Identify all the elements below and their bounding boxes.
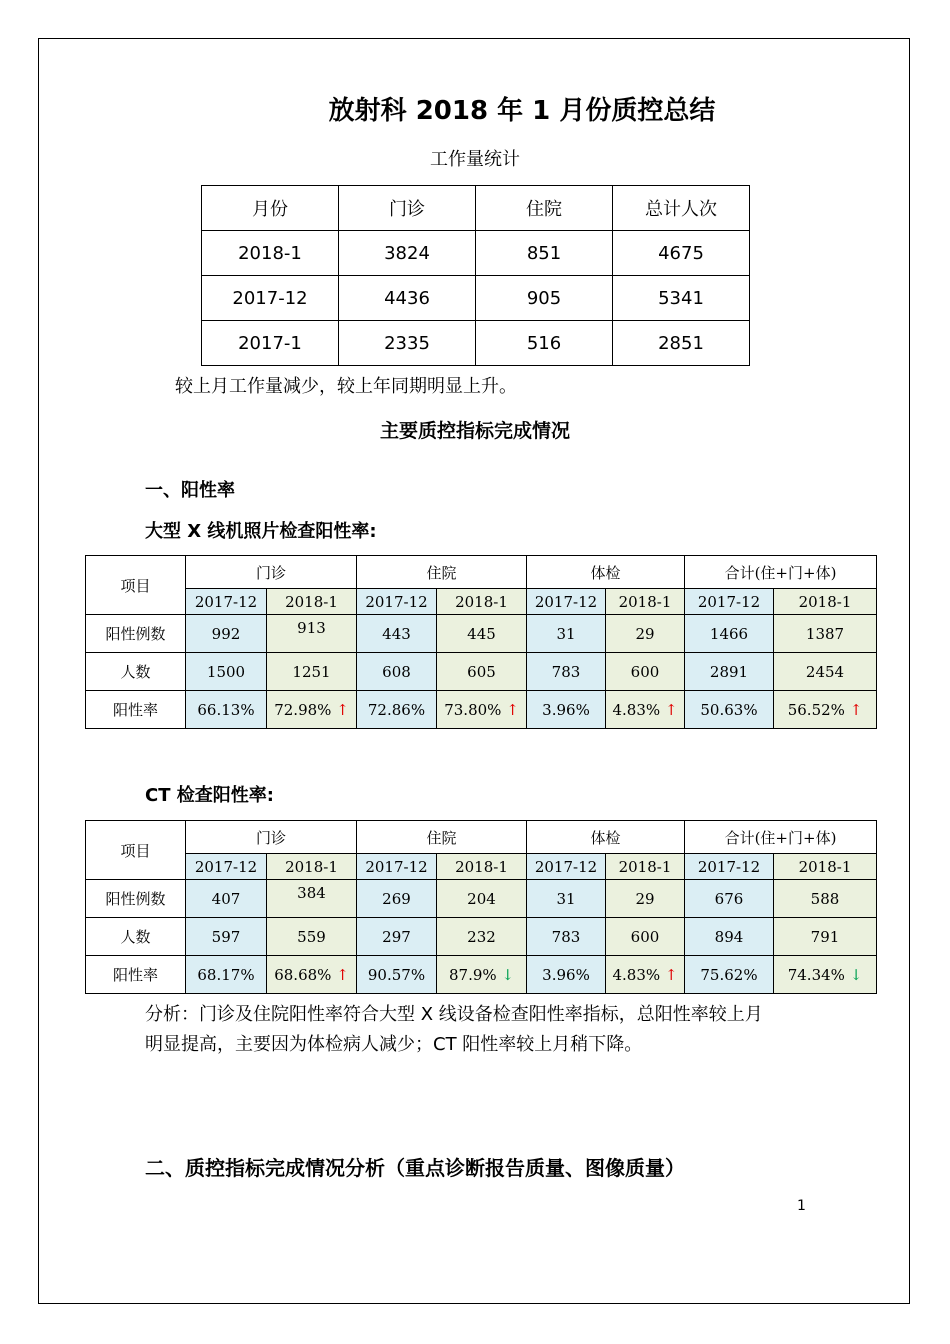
table-cell [437,956,527,994]
item-header: 项目 [86,556,186,615]
group-header: 住院 [357,556,527,589]
table-cell: 2335 [339,321,476,366]
row-label: 人数 [86,653,186,691]
header-cell: 总计人次 [613,186,750,231]
table-cell: 3.96% [527,956,606,994]
table-row [86,956,877,994]
table-cell [267,615,357,653]
year-header: 2018-1 [774,589,877,615]
table-cell: 443 [357,615,437,653]
table-cell: 2017-12 [202,276,339,321]
year-header: 2018-1 [606,589,685,615]
table-cell: 516 [476,321,613,366]
table-cell: 597 [186,918,267,956]
table-cell: 600 [606,653,685,691]
document-title: 放射科 2018 年 1 月份质控总结 [328,96,716,126]
table-cell: 90.57% [357,956,437,994]
table-cell: 29 [606,880,685,918]
arrow-up-icon: ↑ [506,700,519,719]
section-heading-quality-analysis: 二、质控指标完成情况分析（重点诊断报告质量、图像质量） [145,1156,685,1180]
header-cell: 住院 [476,186,613,231]
row-label: 阳性例数 [86,615,186,653]
table-header-row [202,186,750,231]
arrow-up-icon: ↑ [336,965,349,984]
year-header: 2017-12 [186,589,267,615]
table-row [202,231,750,276]
year-header: 2017-12 [685,854,774,880]
table-cell [774,956,877,994]
main-heading: 主要质控指标完成情况 [379,420,570,442]
table-cell: 2891 [685,653,774,691]
analysis-line: 分析：门诊及住院阳性率符合大型 X 线设备检查阳性率指标，总阳性率较上月 [145,1004,763,1025]
workload-note: 较上月工作量减少，较上年同期明显上升。 [175,376,517,397]
cell-value: 73.80% [444,700,502,719]
year-header-row [86,854,877,880]
table-row [86,691,877,729]
xray-caption: 大型 X 线机照片检查阳性率: [145,521,377,542]
year-header: 2018-1 [606,854,685,880]
table-cell: 50.63% [685,691,774,729]
table-cell: 269 [357,880,437,918]
table-cell: 29 [606,615,685,653]
table-cell: 72.86% [357,691,437,729]
table-cell: 2454 [774,653,877,691]
table-cell: 31 [527,615,606,653]
arrow-down-icon: ↓ [849,965,863,984]
table-cell: 232 [437,918,527,956]
table-cell: 2018-1 [202,231,339,276]
group-header: 门诊 [186,556,357,589]
table-cell [606,691,685,729]
cell-value: 72.98% [274,700,332,719]
table-cell [606,956,685,994]
table-cell [267,691,357,729]
year-header: 2017-12 [357,854,437,880]
row-label: 阳性率 [86,691,186,729]
cell-value: 68.68% [274,965,332,984]
group-header-row [86,556,877,589]
table-cell: 894 [685,918,774,956]
table-cell: 676 [685,880,774,918]
table-cell: 68.17% [186,956,267,994]
cell-value: 913 [297,618,326,637]
arrow-up-icon: ↑ [664,965,678,984]
group-header: 合计(住+门+体) [685,556,877,589]
table-row [202,321,750,366]
table-cell: 4675 [613,231,750,276]
table-cell: 204 [437,880,527,918]
header-cell: 门诊 [339,186,476,231]
table-cell: 992 [186,615,267,653]
row-label: 阳性率 [86,956,186,994]
table-cell: 791 [774,918,877,956]
year-header: 2018-1 [267,854,357,880]
table-cell: 851 [476,231,613,276]
xray-positive-rate-table [85,555,877,729]
year-header: 2018-1 [774,854,877,880]
group-header: 体检 [527,556,685,589]
table-cell: 1387 [774,615,877,653]
arrow-up-icon: ↑ [336,700,349,719]
table-cell: 1466 [685,615,774,653]
table-cell: 31 [527,880,606,918]
table-row [202,276,750,321]
table-cell: 3.96% [527,691,606,729]
table-cell: 905 [476,276,613,321]
workload-caption: 工作量统计 [430,149,520,170]
table-cell: 5341 [613,276,750,321]
cell-value: 4.83% [612,700,661,719]
arrow-up-icon: ↑ [849,700,863,719]
cell-value: 87.9% [448,965,497,984]
table-row [86,653,877,691]
analysis-line: 明显提高，主要因为体检病人减少；CT 阳性率较上月稍下降。 [145,1034,643,1055]
table-cell: 1251 [267,653,357,691]
header-cell: 月份 [202,186,339,231]
group-header-row [86,821,877,854]
table-cell: 4436 [339,276,476,321]
year-header: 2017-12 [685,589,774,615]
cell-value: 74.34% [787,965,845,984]
cell-value: 384 [297,883,326,902]
table-cell: 1500 [186,653,267,691]
year-header: 2018-1 [437,854,527,880]
table-row [86,918,877,956]
row-label: 人数 [86,918,186,956]
year-header: 2018-1 [267,589,357,615]
analysis-paragraph [145,1000,825,1060]
table-cell [267,956,357,994]
year-header-row [86,589,877,615]
table-cell: 783 [527,653,606,691]
table-row [86,880,877,918]
section-heading-positive-rate: 一、阳性率 [145,480,235,501]
cell-value: 4.83% [612,965,661,984]
year-header: 2017-12 [357,589,437,615]
group-header: 门诊 [186,821,357,854]
table-cell: 608 [357,653,437,691]
table-cell: 2851 [613,321,750,366]
group-header: 住院 [357,821,527,854]
year-header: 2017-12 [527,589,606,615]
item-header: 项目 [86,821,186,880]
table-cell: 2017-1 [202,321,339,366]
table-cell: 783 [527,918,606,956]
table-cell: 3824 [339,231,476,276]
row-label: 阳性例数 [86,880,186,918]
arrow-down-icon: ↓ [501,965,514,984]
table-cell: 605 [437,653,527,691]
table-cell: 588 [774,880,877,918]
table-row [86,615,877,653]
table-cell: 66.13% [186,691,267,729]
year-header: 2017-12 [186,854,267,880]
year-header: 2018-1 [437,589,527,615]
table-cell [774,691,877,729]
group-header: 体检 [527,821,685,854]
ct-caption: CT 检查阳性率: [145,785,274,806]
ct-positive-rate-table [85,820,877,994]
table-cell: 297 [357,918,437,956]
cell-value: 56.52% [787,700,845,719]
table-cell: 559 [267,918,357,956]
table-cell [437,691,527,729]
group-header: 合计(住+门+体) [685,821,877,854]
table-cell: 407 [186,880,267,918]
table-cell: 445 [437,615,527,653]
table-cell: 600 [606,918,685,956]
page-number: 1 [797,1198,806,1214]
year-header: 2017-12 [527,854,606,880]
workload-table [201,185,750,366]
arrow-up-icon: ↑ [664,700,678,719]
table-cell: 75.62% [685,956,774,994]
table-cell [267,880,357,918]
